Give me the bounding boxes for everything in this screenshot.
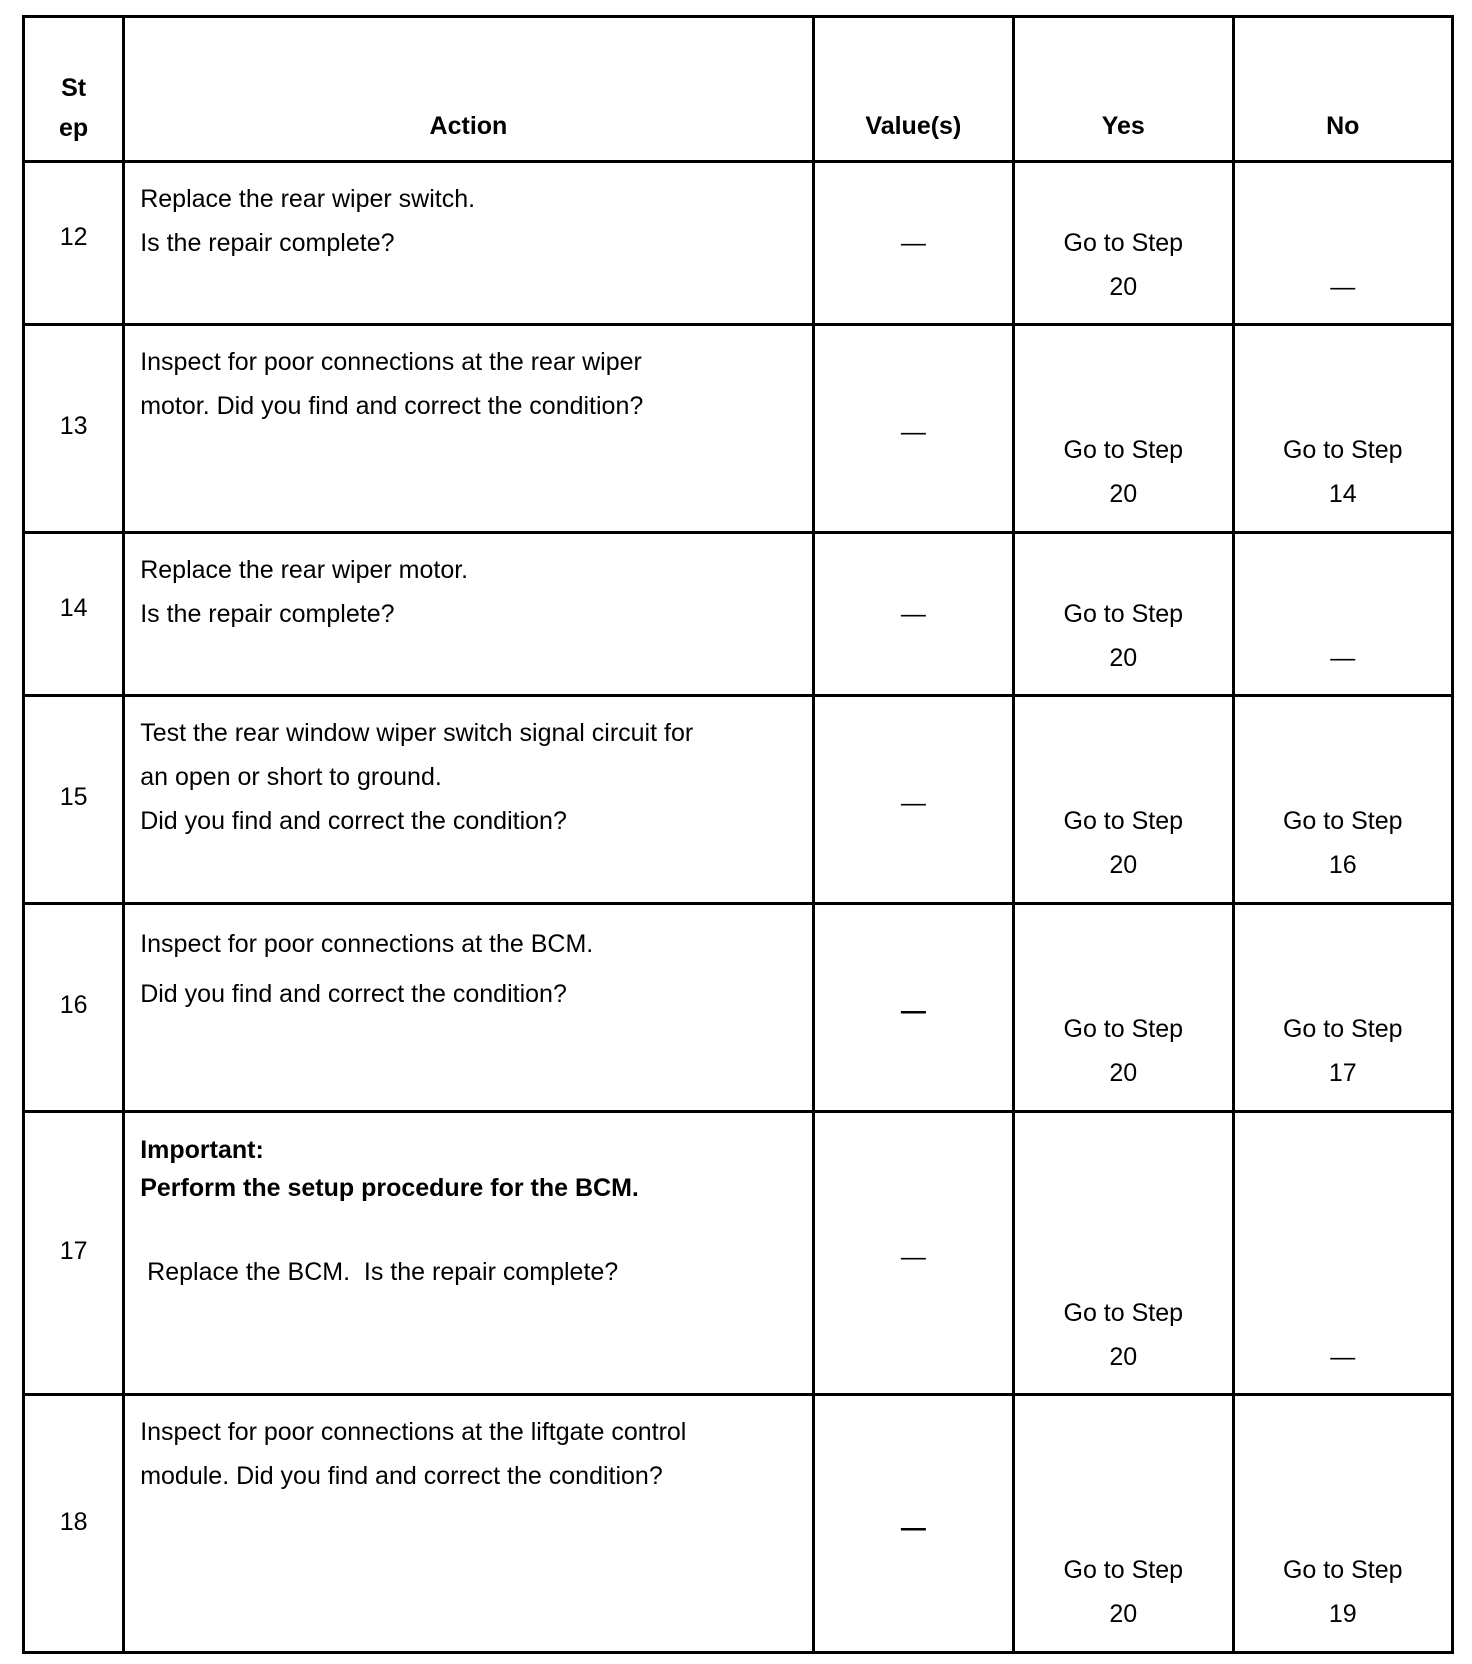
step-cell [24,904,124,1112]
yes-line2: 20 [1109,644,1138,672]
action-cell [124,325,813,533]
no-cell [1233,1112,1453,1395]
value-cell [813,696,1013,904]
yes-cell [1014,904,1233,1112]
no-line2: 16 [1328,851,1357,879]
action-line: an open or short to ground. [140,763,442,791]
no-cell [1233,533,1453,696]
yes-cell [1014,325,1233,533]
no-line2: 14 [1328,480,1357,508]
header-step [24,17,124,162]
step-cell [24,1395,124,1653]
table-row [24,904,1453,1112]
yes-line1: Go to Step [1063,1015,1184,1043]
header-yes-label: Yes [1101,112,1145,140]
no-cell [1233,325,1453,533]
action-cell [124,162,813,325]
yes-cell [1014,1395,1233,1653]
table-row [24,325,1453,533]
important-label: Important: [140,1136,264,1164]
no-cell [1233,696,1453,904]
value-cell [813,904,1013,1112]
value-cell [813,1395,1013,1653]
step-cell [24,533,124,696]
action-cell [124,1395,813,1653]
important-note: Perform the setup procedure for the BCM. [140,1174,639,1202]
action-line: motor. Did you find and correct the condition? [140,392,644,420]
no-line1: Go to Step [1282,1015,1403,1043]
yes-line1: Go to Step [1063,436,1184,464]
table-row [24,696,1453,904]
no-line2: 19 [1328,1600,1357,1628]
no-line1: Go to Step [1282,436,1403,464]
yes-line1: Go to Step [1063,1556,1184,1584]
diagnostic-table [22,15,1454,1654]
header-step-line2: ep [59,114,89,142]
no-cell [1233,1395,1453,1653]
table-row [24,533,1453,696]
step-number: 14 [59,594,88,622]
action-line: Test the rear window wiper switch signal circuit for [140,719,694,747]
value-text: — [900,789,926,817]
value-cell [813,162,1013,325]
header-values [813,17,1013,162]
yes-cell [1014,696,1233,904]
value-text: — [900,1243,926,1271]
table-row [24,162,1453,325]
value-text: — [900,418,926,446]
step-number: 16 [59,991,88,1019]
no-line1: Go to Step [1282,807,1403,835]
value-text: — [900,1514,926,1542]
table-row [24,1395,1453,1653]
header-row [24,17,1453,162]
value-cell [813,1112,1013,1395]
action-line: Inspect for poor connections at the BCM. [140,930,594,958]
table-row [24,1112,1453,1395]
yes-line2: 20 [1109,480,1138,508]
action-line: Replace the BCM. Is the repair complete? [140,1258,619,1286]
step-cell [24,325,124,533]
value-text: — [900,997,926,1025]
yes-line1: Go to Step [1063,600,1184,628]
action-line: Did you find and correct the condition? [140,980,567,1008]
yes-cell [1014,533,1233,696]
action-line: Inspect for poor connections at the liftgate control [140,1418,687,1446]
header-yes [1014,17,1233,162]
header-action [124,17,813,162]
no-line2: — [1330,1343,1356,1371]
step-cell [24,1112,124,1395]
value-cell [813,533,1013,696]
action-line: Is the repair complete? [140,600,395,628]
header-no-label: No [1326,112,1360,140]
action-cell [124,533,813,696]
action-cell [124,904,813,1112]
action-line: Is the repair complete? [140,229,395,257]
action-line: Replace the rear wiper motor. [140,556,469,584]
yes-line2: 20 [1109,851,1138,879]
step-number: 17 [59,1237,88,1265]
no-line2: — [1330,273,1356,301]
yes-line1: Go to Step [1063,229,1184,257]
yes-line1: Go to Step [1063,807,1184,835]
yes-cell [1014,1112,1233,1395]
yes-line2: 20 [1109,1343,1138,1371]
yes-cell [1014,162,1233,325]
step-cell [24,696,124,904]
step-cell [24,162,124,325]
step-number: 15 [59,783,88,811]
action-line: Did you find and correct the condition? [140,807,567,835]
yes-line1: Go to Step [1063,1299,1184,1327]
header-step-line1: St [61,74,87,102]
value-cell [813,325,1013,533]
no-cell [1233,904,1453,1112]
step-number: 18 [59,1508,88,1536]
action-line: Replace the rear wiper switch. [140,185,476,213]
action-cell [124,696,813,904]
no-line2: — [1330,644,1356,672]
yes-line2: 20 [1109,1059,1138,1087]
header-values-label: Value(s) [865,112,962,140]
action-cell [124,1112,813,1395]
no-cell [1233,162,1453,325]
step-number: 13 [59,412,88,440]
no-line1: Go to Step [1282,1556,1403,1584]
action-line: Inspect for poor connections at the rear wiper [140,348,642,376]
yes-line2: 20 [1109,1600,1138,1628]
value-text: — [900,229,926,257]
yes-line2: 20 [1109,273,1138,301]
action-line: module. Did you find and correct the condition? [140,1462,663,1490]
header-no [1233,17,1453,162]
step-number: 12 [59,223,88,251]
no-line2: 17 [1328,1059,1357,1087]
header-action-label: Action [429,112,508,140]
value-text: — [900,600,926,628]
